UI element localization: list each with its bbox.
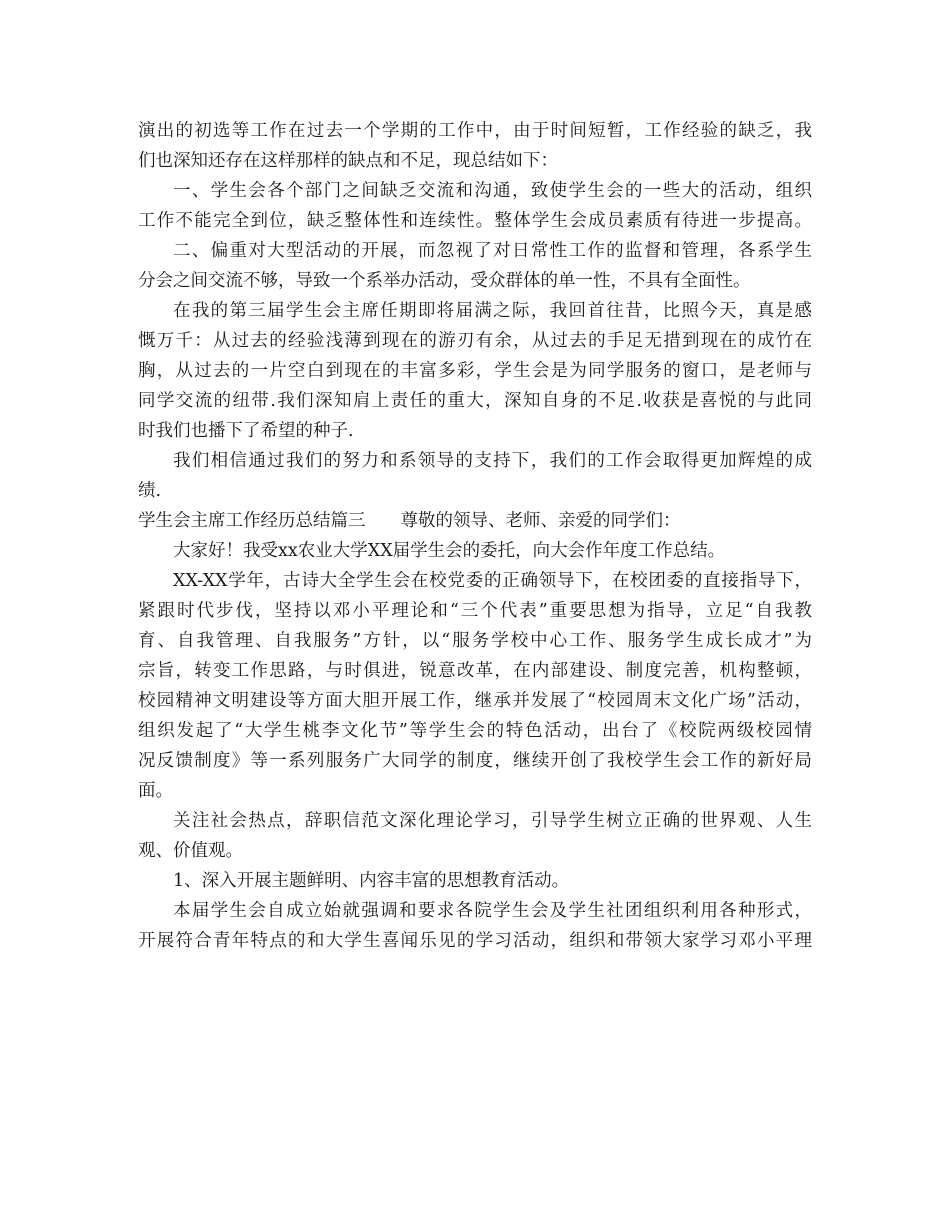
text-line: 况反馈制度》等一系列服务广大同学的制度，继续开创了我校学生会工作的新好局	[138, 751, 812, 771]
paragraph-start-line: 大家好！我受xx农业大学XX届学生会的委托，向大会作年度工作总结。	[173, 541, 726, 561]
list-item-line: 1、深入开展主题鲜明、内容丰富的思想教育活动。	[173, 871, 570, 891]
text-line: 组织发起了“大学生桃李文化节”等学生会的特色活动，出台了《校院两级校园情	[138, 721, 812, 741]
text-line: 宗旨，转变工作思路，与时俱进，锐意改革，在内部建设、制度完善，机构整顿，	[138, 661, 812, 681]
text-line: 面。	[138, 781, 173, 801]
text-line: 们也深知还存在这样那样的缺点和不足，现总结如下：	[138, 151, 558, 171]
text-line: 校园精神文明建设等方面大胆开展工作，继承并发展了“校园周末文化广场”活动，	[138, 691, 812, 711]
paragraph-start-line: 二、偏重对大型活动的开展，而忽视了对日常性工作的监督和管理，各系学生	[173, 241, 812, 261]
text-line: 绩.	[138, 481, 162, 501]
text-line: 工作不能完全到位，缺乏整体性和连续性。整体学生会成员素质有待进一步提高。	[138, 211, 812, 231]
text-line: 演出的初选等工作在过去一个学期的工作中，由于时间短暂，工作经验的缺乏，我	[138, 121, 812, 141]
paragraph-start-line: 在我的第三届学生会主席任期即将届满之际，我回首往昔，比照今天，真是感	[173, 301, 812, 321]
paragraph-start-line: 一、学生会各个部门之间缺乏交流和沟通，致使学生会的一些大的活动，组织	[173, 181, 812, 201]
document-body	[138, 116, 812, 956]
text-line: 育、自我管理、自我服务”方针，以“服务学校中心工作、服务学生成长成才”为	[138, 631, 812, 651]
text-line: 分会之间交流不够，导致一个系举办活动，受众群体的单一性，不具有全面性。	[138, 271, 751, 291]
text-line: 开展符合青年特点的和大学生喜闻乐见的学习活动，组织和带领大家学习邓小平理	[138, 931, 812, 951]
text-line: 胸，从过去的一片空白到现在的丰富多彩，学生会是为同学服务的窗口，是老师与	[138, 361, 812, 381]
text-line: 观、价值观。	[138, 841, 243, 861]
text-line: 时我们也播下了希望的种子.	[138, 421, 354, 441]
paragraph-start-line: 我们相信通过我们的努力和系领导的支持下，我们的工作会取得更加辉煌的成	[173, 451, 812, 471]
section-heading-line: 学生会主席工作经历总结篇三 尊敬的领导、老师、亲爱的同学们：	[138, 511, 681, 531]
paragraph-start-line: 本届学生会自成立始就强调和要求各院学生会及学生社团组织利用各种形式，	[173, 901, 812, 921]
paragraph-start-line: 关注社会热点，辞职信范文深化理论学习，引导学生树立正确的世界观、人生	[173, 811, 812, 831]
paragraph-start-line: XX-XX学年，古诗大全学生会在校党委的正确领导下，在校团委的直接指导下，	[173, 571, 812, 591]
text-line: 慨万千：从过去的经验浅薄到现在的游刃有余，从过去的手足无措到现在的成竹在	[138, 331, 812, 351]
text-line: 紧跟时代步伐，坚持以邓小平理论和“三个代表”重要思想为指导，立足“自我教	[138, 601, 812, 621]
text-line: 同学交流的纽带.我们深知肩上责任的重大，深知自身的不足.收获是喜悦的与此同	[138, 391, 812, 411]
